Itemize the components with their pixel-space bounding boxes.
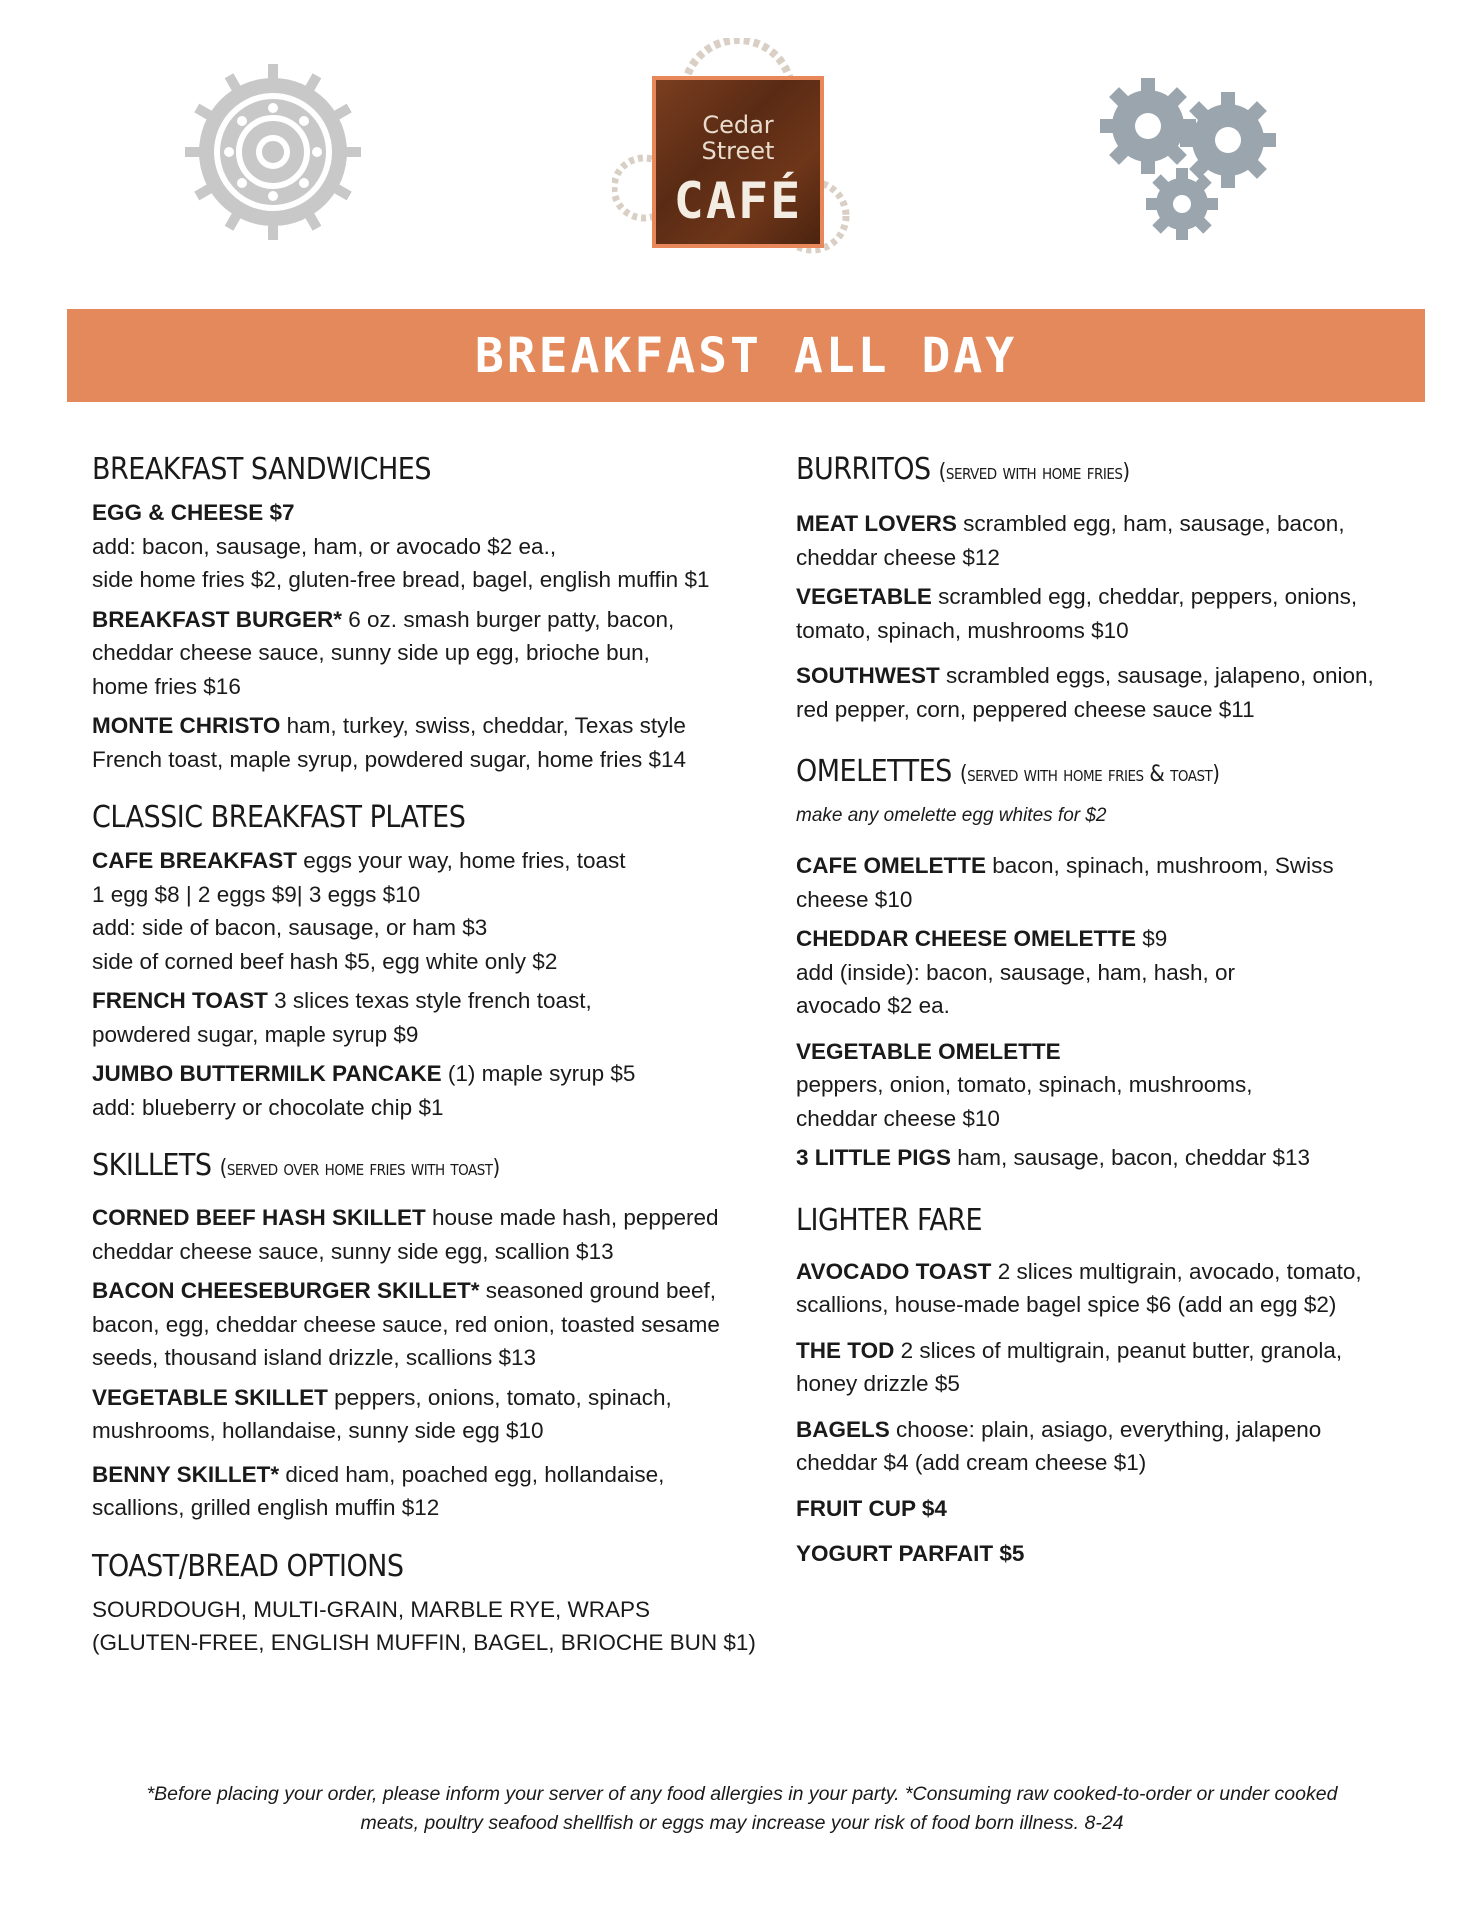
item-name: CAFE BREAKFAST	[92, 848, 298, 873]
banner-title: BREAKFAST ALL DAY	[474, 327, 1018, 384]
item-name: 3 LITTLE PIGS	[796, 1145, 952, 1170]
section-subtitle: (served with home fries & toast)	[959, 762, 1220, 787]
item-name: CORNED BEEF HASH SKILLET	[92, 1205, 426, 1230]
item-desc: scallions, house-made bagel spice $6 (add an egg $2)	[796, 1292, 1337, 1317]
item-desc: choose: plain, asiago, everything, jalapeno	[889, 1416, 1322, 1442]
item-desc: scrambled egg, cheddar, peppers, onions,	[931, 584, 1358, 609]
menu-item-the-tod	[796, 1334, 1436, 1368]
gear-icon	[185, 64, 361, 240]
section-title-toast: TOAST/BREAD OPTIONS	[92, 1548, 404, 1584]
item-desc: honey drizzle $5	[796, 1371, 960, 1396]
section-title-plates: CLASSIC BREAKFAST PLATES	[92, 800, 466, 835]
section-title-sandwiches: BREAKFAST SANDWICHES	[92, 452, 431, 487]
item-desc: scrambled egg, ham, sausage, bacon,	[956, 511, 1345, 536]
menu-item-breakfast-burger	[92, 603, 762, 637]
item-desc: 1 egg $8 | 2 eggs $9| 3 eggs $10	[92, 881, 421, 907]
item-desc: cheddar cheese sauce, sunny side up egg, brioche bun,	[92, 640, 650, 665]
menu-item-french-toast	[92, 984, 762, 1018]
footer-line: *Before placing your order, please inform your server of any food allergies in your party. *Consuming raw cooked-to-order or under cooked	[146, 1783, 1338, 1805]
menu-item-meat-lovers	[796, 507, 1436, 541]
item-name: FRUIT CUP $4	[796, 1495, 947, 1521]
menu-item-cafe-omelette	[796, 849, 1436, 883]
section-title-skillets	[92, 1146, 762, 1189]
item-name: SOUTHWEST	[796, 663, 940, 688]
item-name: CAFE OMELETTE	[796, 853, 986, 878]
item-desc: French toast, maple syrup, powdered sugar, home fries $14	[92, 746, 687, 772]
menu-item-avocado-toast	[796, 1255, 1436, 1289]
menu-item-vegetable-omelette	[796, 1035, 1436, 1069]
item-desc: home fries $16	[92, 673, 241, 699]
section-title-text: BURRITOS	[796, 452, 931, 487]
item-name: MONTE CHRISTO	[92, 713, 281, 738]
item-desc: bacon, spinach, mushroom, Swiss	[986, 853, 1334, 878]
item-desc: cheddar cheese sauce, sunny side egg, scallion $13	[92, 1238, 614, 1264]
left-column	[92, 450, 762, 1660]
toast-options-line: (GLUTEN-FREE, ENGLISH MUFFIN, BAGEL, BRIOCHE BUN $1)	[92, 1630, 756, 1655]
logo-line-3: CAFÉ	[673, 172, 803, 230]
item-desc: add: blueberry or chocolate chip $1	[92, 1094, 444, 1120]
menu-item-hash-skillet	[92, 1201, 762, 1235]
footer-disclaimer	[92, 1780, 1392, 1838]
logo-line-1: Cedar	[702, 111, 774, 139]
item-name: VEGETABLE SKILLET	[92, 1384, 328, 1410]
item-desc: avocado $2 ea.	[796, 993, 950, 1018]
menu-item-egg-cheese	[92, 496, 762, 530]
gears-icon	[1100, 76, 1280, 242]
menu-item-pancake	[92, 1057, 762, 1091]
item-desc: peppers, onion, tomato, spinach, mushrooms,	[796, 1072, 1253, 1097]
toast-options-line: SOURDOUGH, MULTI-GRAIN, MARBLE RYE, WRAPS	[92, 1596, 650, 1622]
item-desc: 6 oz. smash burger patty, bacon,	[342, 606, 675, 632]
item-desc: add: side of bacon, sausage, or ham $3	[92, 915, 488, 940]
logo-board	[652, 76, 824, 248]
item-name: BENNY SKILLET*	[92, 1461, 280, 1487]
menu-item-bacon-skillet	[92, 1274, 762, 1308]
item-desc: cheddar $4 (add cream cheese $1)	[796, 1450, 1147, 1475]
item-name: VEGETABLE OMELETTE	[796, 1038, 1061, 1064]
item-desc: cheese $10	[796, 886, 913, 912]
menu-item-yogurt-parfait	[796, 1537, 1436, 1571]
right-column	[796, 450, 1436, 1571]
item-name: EGG & CHEESE $7	[92, 500, 295, 525]
banner	[67, 309, 1425, 402]
item-desc: ham, turkey, swiss, cheddar, Texas style	[280, 713, 686, 738]
menu-item-southwest	[796, 659, 1436, 693]
item-desc: 3 slices texas style french toast,	[267, 988, 592, 1013]
item-desc: diced ham, poached egg, hollandaise,	[279, 1461, 665, 1487]
item-desc: cheddar cheese $10	[796, 1105, 1000, 1131]
item-desc: eggs your way, home fries, toast	[297, 848, 626, 873]
section-title-omelettes	[796, 752, 1436, 795]
item-desc: seasoned ground beef,	[479, 1278, 716, 1303]
item-name: CHEDDAR CHEESE OMELETTE	[796, 926, 1137, 951]
item-desc: (1) maple syrup $5	[441, 1061, 636, 1086]
menu-item-monte-christo	[92, 709, 762, 743]
item-name: JUMBO BUTTERMILK PANCAKE	[92, 1061, 442, 1086]
menu-item-bagels	[796, 1413, 1436, 1447]
section-title-burritos	[796, 450, 1436, 493]
item-desc: add (inside): bacon, sausage, ham, hash, or	[796, 959, 1236, 985]
item-desc: add: bacon, sausage, ham, or avocado $2 ea.,	[92, 533, 557, 559]
item-name: BACON CHEESEBURGER SKILLET*	[92, 1278, 480, 1303]
menu-item-cheddar-omelette	[796, 922, 1436, 956]
omelette-note: make any omelette egg whites for $2	[796, 805, 1107, 826]
item-desc: bacon, egg, cheddar cheese sauce, red onion, toasted sesame	[92, 1311, 720, 1337]
item-desc: seeds, thousand island drizzle, scallions $13	[92, 1345, 537, 1370]
item-desc: tomato, spinach, mushrooms $10	[796, 617, 1129, 643]
item-desc: scallions, grilled english muffin $12	[92, 1495, 440, 1520]
section-subtitle: (served with home fries)	[938, 460, 1130, 485]
item-desc: peppers, onions, tomato, spinach,	[327, 1384, 672, 1410]
item-desc: mushrooms, hollandaise, sunny side egg $10	[92, 1418, 544, 1443]
item-desc: side home fries $2, gluten-free bread, bagel, english muffin $1	[92, 567, 710, 592]
item-desc: ham, sausage, bacon, cheddar $13	[951, 1145, 1311, 1170]
item-name: BAGELS	[796, 1416, 890, 1442]
footer-line: meats, poultry seafood shellfish or eggs may increase your risk of food born illness. 8-24	[360, 1812, 1124, 1834]
item-desc: side of corned beef hash $5, egg white only $2	[92, 948, 558, 974]
item-name: VEGETABLE	[796, 584, 932, 609]
item-name: AVOCADO TOAST	[796, 1258, 992, 1284]
menu-item-little-pigs	[796, 1141, 1436, 1175]
menu-item-fruit-cup	[796, 1492, 1436, 1526]
item-desc: 2 slices of multigrain, peanut butter, granola,	[894, 1337, 1343, 1363]
item-desc: scrambled eggs, sausage, jalapeno, onion,	[939, 663, 1374, 688]
header-logos	[0, 0, 1484, 300]
item-name: FRENCH TOAST	[92, 988, 268, 1013]
item-desc: cheddar cheese $12	[796, 544, 1000, 570]
menu-item-vegetable-skillet	[92, 1381, 762, 1415]
item-name: MEAT LOVERS	[796, 511, 957, 536]
section-subtitle: (served over home fries with toast)	[219, 1156, 500, 1181]
menu-item-benny-skillet	[92, 1458, 762, 1492]
item-desc: powdered sugar, maple syrup $9	[92, 1021, 419, 1047]
item-desc: house made hash, peppered	[425, 1205, 719, 1230]
section-title-text: SKILLETS	[92, 1148, 212, 1183]
menu-item-vegetable-burrito	[796, 580, 1436, 614]
item-desc: 2 slices multigrain, avocado, tomato,	[991, 1258, 1362, 1284]
menu-item-cafe-breakfast	[92, 844, 762, 878]
cafe-logo	[612, 38, 850, 260]
section-title-lighter: LIGHTER FARE	[796, 1202, 983, 1238]
logo-line-2: Street	[701, 137, 775, 165]
item-desc: red pepper, corn, peppered cheese sauce $11	[796, 696, 1255, 722]
item-name: THE TOD	[796, 1337, 895, 1363]
item-name: YOGURT PARFAIT $5	[796, 1541, 1025, 1566]
item-price: $9	[1136, 926, 1168, 951]
item-name: BREAKFAST BURGER*	[92, 606, 343, 632]
section-title-text: OMELETTES	[796, 754, 952, 789]
